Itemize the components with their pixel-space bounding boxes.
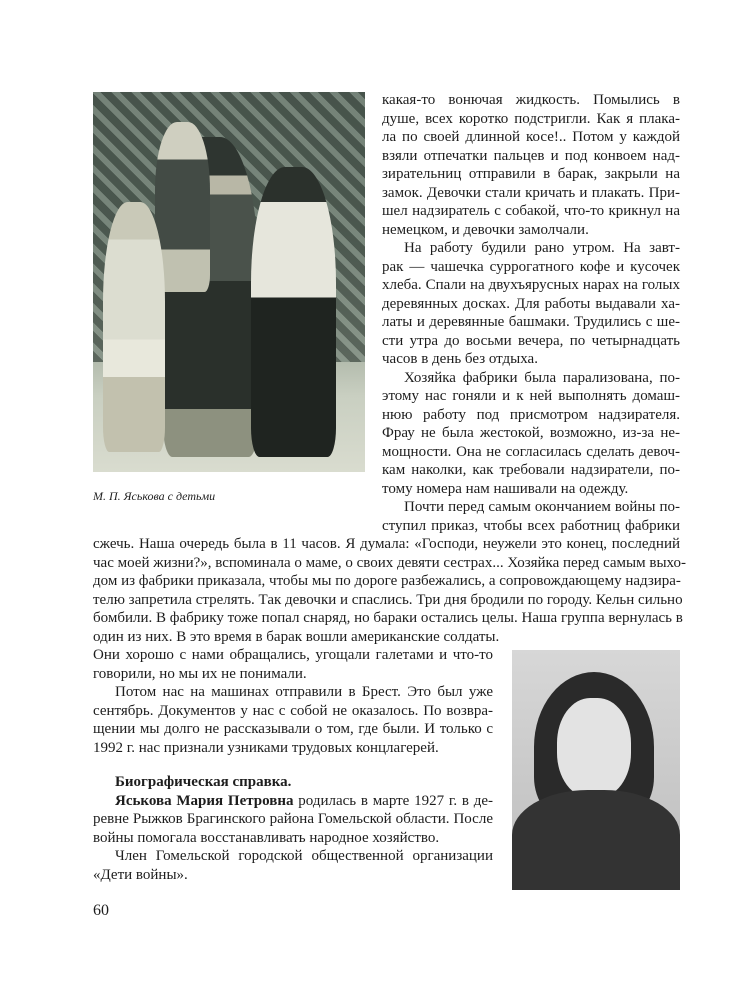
biography-heading: Биографическая справка. — [115, 774, 292, 790]
text-line: говорили, но мы их не понимали. — [93, 665, 307, 682]
biography-section — [93, 773, 493, 884]
text-line: ступил приказ, чтобы всех работниц фабрики — [382, 517, 680, 534]
person-name: Яськова Мария Петровна — [115, 792, 294, 809]
text-line: шел надзиратель с собакой, что-то крикнул на — [382, 203, 680, 219]
text-line: рак — чашечка суррогатного кофе и кусочек — [382, 258, 680, 275]
text-line: часов в день без отдыха. — [382, 351, 538, 367]
text-line: душе, всех коротко подстригли. Как я плака- — [382, 110, 680, 127]
text-line: нюю работу под присмотром надзирателя. — [382, 406, 680, 423]
text-line: ла по своей длинной косе!.. Потом у каждой — [382, 129, 680, 145]
text-line: латы и деревянные башмаки. Трудились с ше- — [382, 314, 680, 330]
text-line: хлеба. Спали на двухъярусных нарах на голых — [382, 277, 680, 293]
text-line: этому нас гоняли и к ней выполнять домаш- — [382, 388, 680, 404]
text-line: ревне Рыжков Брагинского района Гомельской области. После — [93, 811, 493, 827]
text-line: 1992 г. нас признали узниками трудовых концлагерей. — [93, 739, 439, 756]
text-line: Член Гомельской городской общественной организации — [115, 848, 493, 864]
page-number: 60 — [93, 902, 109, 919]
text-line: сти утра до восьми вечера, по четырнадцать — [382, 332, 680, 349]
text-line: сентябрь. Документов у нас с собой не оказалось. По возвра- — [93, 702, 493, 719]
text-line: один из них. В это время в барак вошли американские солдаты. — [93, 628, 500, 645]
text-line: кам наколки, как требовали надзиратели, по- — [382, 462, 680, 478]
text-line: тому номера нам нашивали на одежду. — [382, 480, 629, 497]
photo-caption: М. П. Яськова с детьми — [93, 489, 216, 503]
text-line: Они хорошо с нами обращались, угощали галетами и что-то — [93, 647, 493, 663]
text-line: Потом нас на машинах отправили в Брест. Это был уже — [115, 684, 493, 700]
text-line: щении мы долго не рассказывали о том, где были. И только с — [93, 721, 493, 737]
text-line: дом из фабрики приказала, чтобы мы по дороге разбежались, а сопровождающему надзира- — [93, 573, 681, 589]
text-line: На работу будили рано утром. На завт- — [404, 240, 680, 256]
text-line: Фрау не была жестокой, возможно, из-за не- — [382, 425, 680, 441]
text-line: бомбили. В фабрику тоже попал снаряд, но бараки остались целы. Наша группа вернулась в — [93, 610, 683, 626]
text-line: войны помогала восстанавливать народное хозяйство. — [93, 829, 440, 846]
text-line: мощности. Она не согласилась сделать девоч- — [382, 443, 680, 460]
text-line: замок. Девочки стали кричать и плакать. При- — [382, 184, 680, 201]
main-text — [93, 91, 686, 757]
text-line: взяли отпечатки пальцев и под конвоем над- — [382, 147, 680, 164]
text-line: зирательниц отправили в барак, закрыли на — [382, 166, 680, 182]
text-line: «Дети войны». — [93, 866, 188, 883]
text-line: телю запретила стрелять. Так девочки и спаслись. Три дня бродили по городу. Кельн сильно — [93, 591, 683, 608]
text-line: деревянных досках. Для работы выдавали ха- — [382, 295, 680, 312]
text-line: какая-то вонючая жидкость. Помылись в — [382, 92, 680, 108]
text-line: Почти перед самым окончанием войны по- — [404, 499, 680, 515]
text-line: Хозяйка фабрики была парализована, по- — [404, 369, 680, 386]
text-line: час моей жизни?», вспоминала о маме, о своих девяти сестрах... Хозяйка перед самым выхо- — [93, 554, 686, 571]
text-line: немецком, и девочки замолчали. — [382, 221, 589, 238]
text-line: Яськова Мария Петровна родилась в марте 1927 г. в де- — [115, 792, 493, 809]
text-line: сжечь. Наша очередь была в 11 часов. Я думала: «Господи, неужели это конец, последний — [93, 536, 680, 552]
coat — [512, 790, 680, 890]
